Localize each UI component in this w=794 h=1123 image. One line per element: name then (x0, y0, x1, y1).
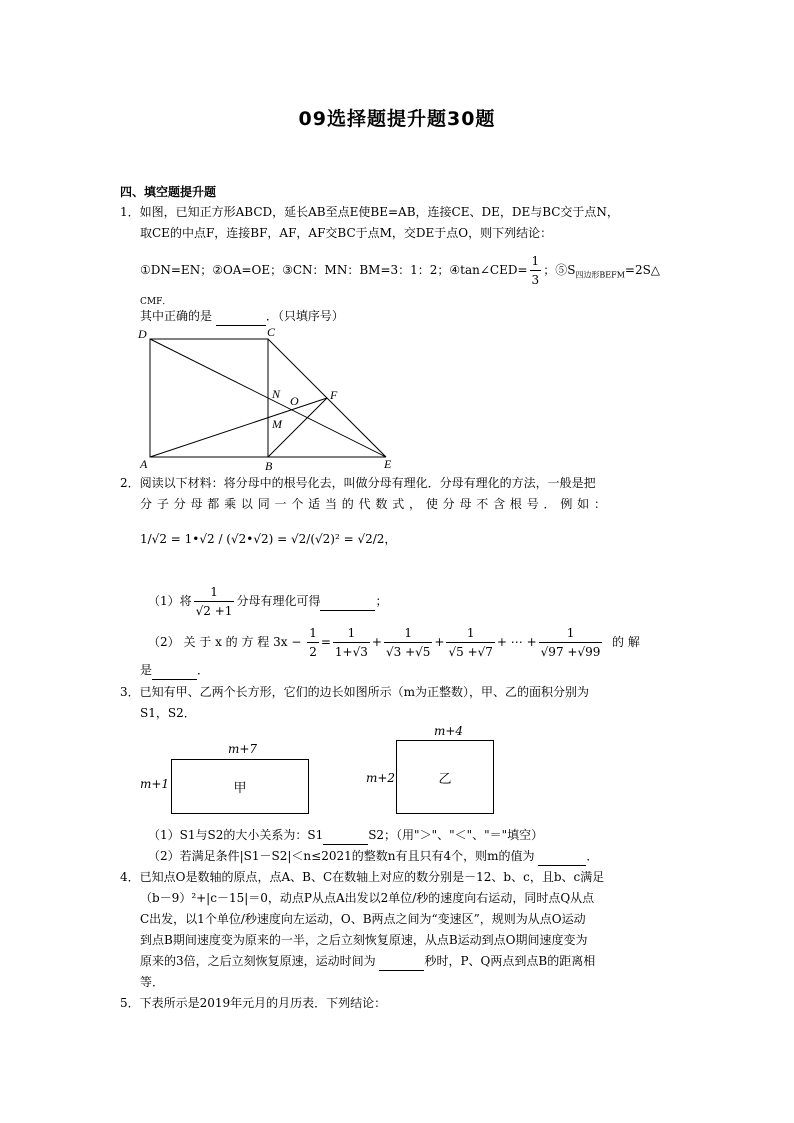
q2-line2: 分 子 分 母 都 乘 以 同 一 个 适 当 的 代 数 式 ， 使 分 母 不 含 根 号 ． 例 如 ： (140, 497, 607, 511)
section-heading: 四、填空题提升题 (120, 185, 217, 199)
rect1-side-label: m+1 (140, 777, 170, 791)
q1-ask-text: 其中正确的是 (140, 309, 213, 323)
q1-cont: CMF． (140, 297, 172, 307)
square-abcd (150, 339, 268, 457)
q3-part1: （1）S1与S2的大小关系为：S1 S2；（用"＞"、"＜"、"＝"填空） (148, 826, 543, 845)
q1-conclusions (140, 252, 660, 289)
q1-line2: 取CE的中点F，连接BF，AF，AF交BC于点M，交DE于点O，则下列结论： (140, 226, 553, 240)
rect-yi (396, 740, 494, 814)
label-o: O (290, 394, 299, 408)
rect2-label: 乙 (438, 771, 452, 787)
q2-line1: 2．阅读以下材料：将分母中的根号化去，叫做分母有理化．分母有理化的方法，一般是把 (120, 476, 596, 490)
q2-p1-end: ； (375, 594, 388, 608)
q2-p1-blank[interactable] (320, 592, 375, 611)
q2-example: 1/√2 = 1•√2 / (√2•√2) = √2/(√2)² = √2/2， (140, 532, 397, 546)
label-b: B (265, 459, 273, 472)
page-title: 09选择题提升题30题 (298, 108, 496, 130)
q2-p1-fraction: $\frac{1}{√2 +1}$ (195, 585, 233, 618)
q2-p1-b: 分母有理化可得 (236, 594, 321, 608)
q4-line1: 4．已知点O是数轴的原点，点A、B、C在数轴上对应的数分别是－12、b、c，且b、c满足 (120, 870, 605, 884)
q1-figure (130, 322, 410, 472)
q2-p2-b: 的 解 (612, 635, 640, 649)
q4-line4: 到点B期间速度变为原来的一半，之后立刻恢复原速，从点B运动到点O期间速度变为 (140, 933, 588, 947)
q4-line3: C出发，以1个单位/秒速度向左运动，O、B两点之间为“变速区”，规则为从点O运动 (140, 912, 586, 926)
segment-af (150, 398, 327, 457)
rect1-top-label: m+7 (228, 742, 258, 756)
q2-p2-answer: 是 ． (140, 661, 209, 680)
q2-part2: （2） 关 于 x 的 方 程 3x − $\frac{1}{2}$ = $\frac{1}{1+√3}$ + $\frac{1}{√3 +√5}$ + $\frac{1}{√5 +√7}$ + ⋯ + $\frac{1}{√97 +√99}$ 的 解 (148, 626, 640, 659)
q1-line1: 1．如图，已知正方形ABCD，延长AB至点E使BE=AB，连接CE、DE，DE与BC交于点N， (120, 205, 619, 219)
q3-line1: 3．已知有甲、乙两个长方形，它们的边长如图所示（m为正整数），甲、乙的面积分别为 (120, 685, 590, 699)
q2-part1 (148, 583, 387, 620)
q4-blank[interactable] (379, 952, 424, 971)
q1-conclusions-c: =2S△ (624, 263, 661, 277)
q3-p1-blank[interactable] (323, 826, 368, 845)
q1-conclusions-b: ；⑤S (543, 263, 576, 277)
q3-part2: （2）若满足条件|S1－S2|＜n≤2021的整数n有且只有4个，则m的值为 ． (148, 847, 598, 866)
q1-conclusions-a: ①DN=EN；②OA=OE；③CN：MN：BM=3：1：2；④tan∠CED= (140, 263, 528, 277)
q1-subscript: 四边形BEFM (575, 270, 625, 280)
label-f: F (330, 388, 338, 402)
q1-fraction: $\frac{1}{3}$ (531, 254, 540, 287)
rect2-top-label: m+4 (434, 724, 464, 738)
label-n: N (272, 387, 281, 401)
label-d: D (138, 327, 147, 341)
q4-line2: （b－9）²+|c－15|＝0，动点P从点A出发以2单位/秒的速度向右运动，同时点Q从点 (140, 891, 595, 905)
q5-line1: 5．下表所示是2019年元月的月历表．下列结论： (120, 996, 387, 1010)
q2-p2-blank[interactable] (152, 661, 197, 680)
q1-ask-end: ．（只填序号） (265, 309, 344, 323)
q4-line6: 等． (140, 975, 165, 989)
label-e: E (384, 457, 392, 471)
q2-p1-a: （1）将 (148, 594, 192, 608)
q4-line5: 原来的3倍，之后立刻恢复原速，运动时间为 秒时，P、Q两点到点B的距离相 (140, 952, 595, 971)
label-m: M (272, 417, 282, 431)
q3-p2-blank[interactable] (538, 847, 586, 866)
label-a: A (140, 457, 148, 471)
q3-line2: S1，S2． (140, 706, 196, 720)
rect1-label: 甲 (233, 781, 247, 796)
label-c: C (267, 325, 276, 339)
rect-jia (171, 759, 309, 814)
q2-p2-a: （2） 关 于 x 的 方 程 3x − (148, 635, 302, 649)
rect2-side-label: m+2 (366, 771, 396, 785)
